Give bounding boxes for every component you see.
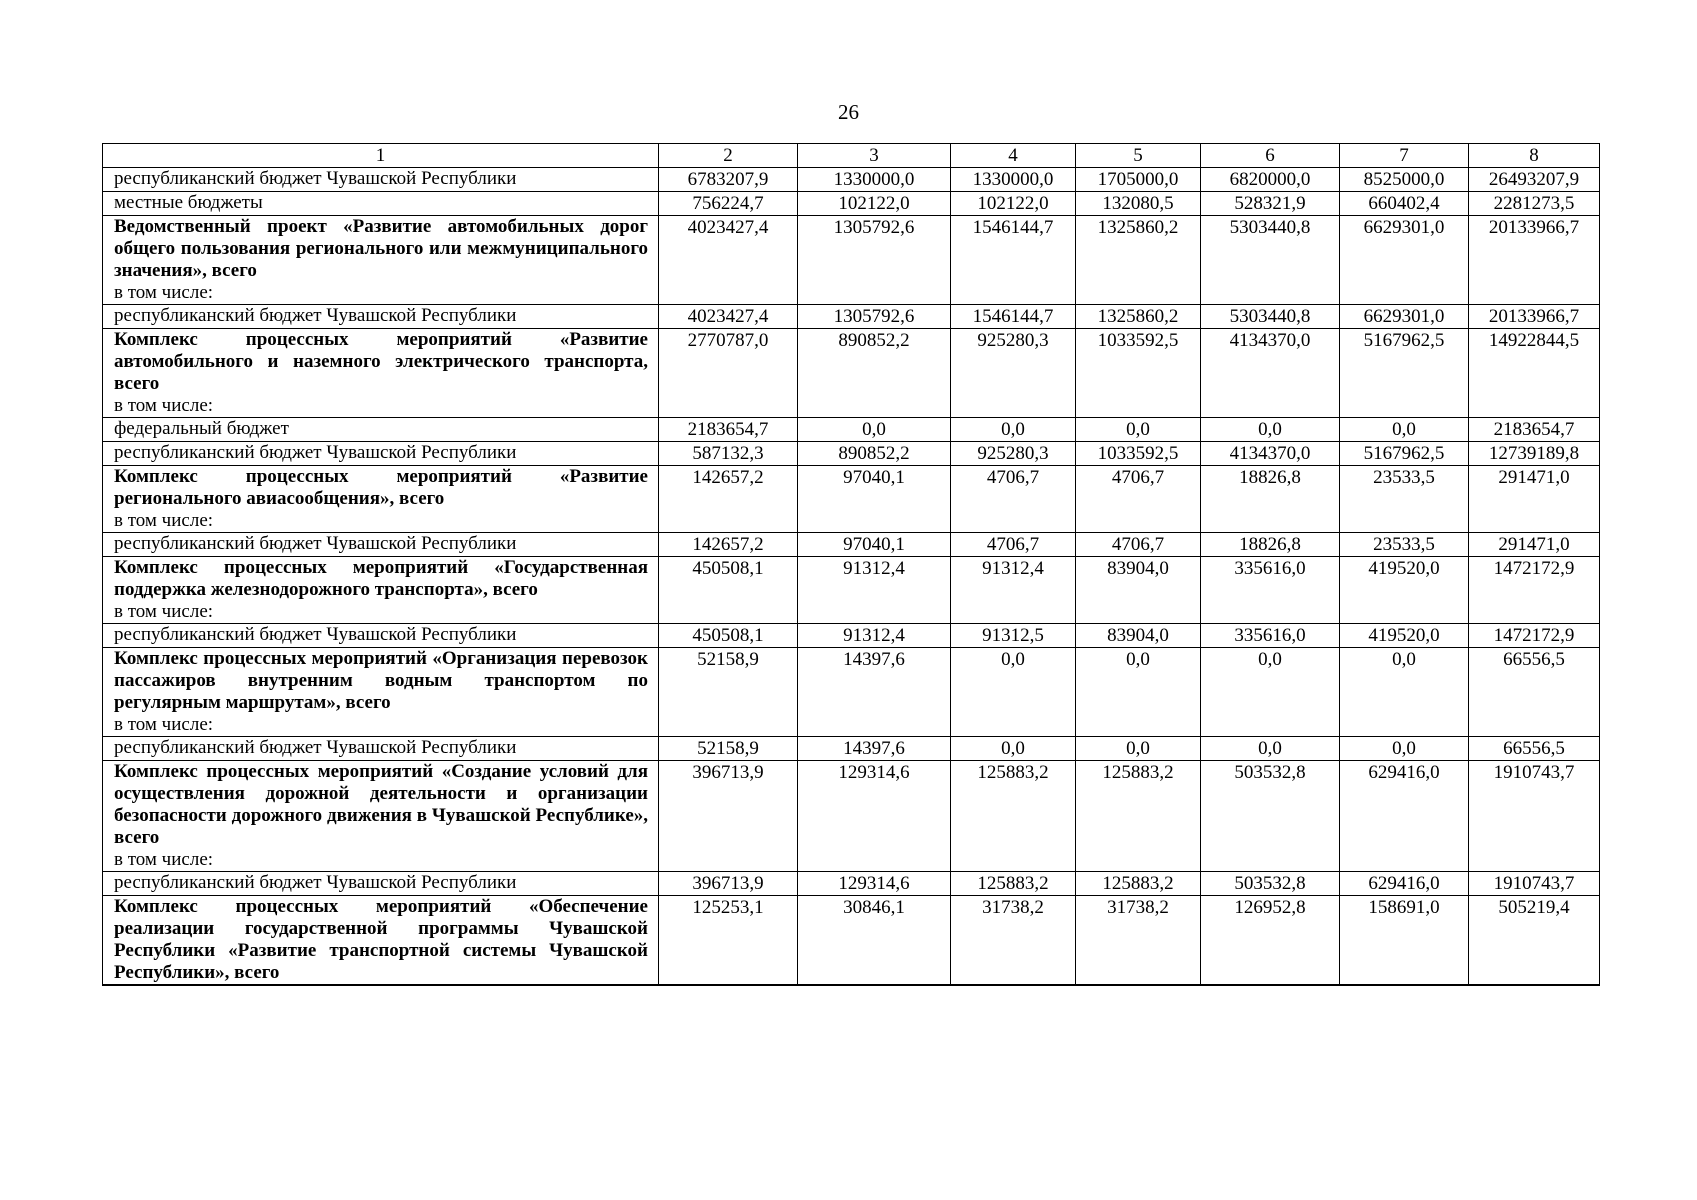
value-cell: 503532,8	[1201, 872, 1340, 896]
value-cell: 125883,2	[951, 872, 1076, 896]
column-header: 2	[659, 144, 798, 168]
program-title: Комплекс процессных мероприятий «Развитие автомобильного и наземного электрического транспорта, всего	[114, 329, 648, 394]
including-note: в том числе:	[114, 395, 214, 416]
row-label-cell	[103, 557, 659, 624]
row-label-cell	[103, 872, 659, 896]
value-cell: 125883,2	[1076, 761, 1201, 872]
value-cell: 132080,5	[1076, 192, 1201, 216]
value-cell: 23533,5	[1340, 533, 1469, 557]
value-cell: 0,0	[951, 648, 1076, 737]
including-note: в том числе:	[114, 849, 214, 870]
funding-source-label: местные бюджеты	[114, 192, 263, 213]
program-title: Комплекс процессных мероприятий «Развитие регионального авиасообщения», всего	[114, 466, 648, 509]
table-row-funding-source	[103, 305, 1600, 329]
funding-source-label: республиканский бюджет Чувашской Республики	[114, 872, 517, 893]
value-cell: 14397,6	[798, 648, 951, 737]
table-row-funding-source	[103, 872, 1600, 896]
value-cell: 142657,2	[659, 466, 798, 533]
funding-source-label: республиканский бюджет Чувашской Республики	[114, 305, 517, 326]
value-cell: 1330000,0	[951, 168, 1076, 192]
value-cell: 450508,1	[659, 624, 798, 648]
value-cell: 4706,7	[951, 533, 1076, 557]
value-cell: 20133966,7	[1469, 305, 1600, 329]
value-cell: 1705000,0	[1076, 168, 1201, 192]
value-cell: 1033592,5	[1076, 442, 1201, 466]
value-cell: 1546144,7	[951, 216, 1076, 305]
value-cell: 660402,4	[1340, 192, 1469, 216]
value-cell: 0,0	[798, 418, 951, 442]
table-row-funding-source	[103, 442, 1600, 466]
program-title: Комплекс процессных мероприятий «Создание условий для осуществления дорожной деятельности и организации безопасности дорожного движения в Чувашской Республике», всего	[114, 761, 648, 848]
row-label-cell	[103, 648, 659, 737]
row-label-cell	[103, 896, 659, 986]
value-cell: 0,0	[1340, 648, 1469, 737]
table-row-program	[103, 896, 1600, 986]
value-cell: 129314,6	[798, 761, 951, 872]
including-note: в том числе:	[114, 282, 214, 303]
funding-source-label: республиканский бюджет Чувашской Республики	[114, 533, 517, 554]
value-cell: 91312,4	[798, 557, 951, 624]
value-cell: 91312,5	[951, 624, 1076, 648]
value-cell: 0,0	[1201, 737, 1340, 761]
value-cell: 396713,9	[659, 761, 798, 872]
value-cell: 0,0	[951, 418, 1076, 442]
value-cell: 125253,1	[659, 896, 798, 986]
value-cell: 18826,8	[1201, 466, 1340, 533]
value-cell: 1325860,2	[1076, 216, 1201, 305]
value-cell: 335616,0	[1201, 557, 1340, 624]
table-row-program	[103, 557, 1600, 624]
value-cell: 5167962,5	[1340, 442, 1469, 466]
table-row-program	[103, 216, 1600, 305]
value-cell: 291471,0	[1469, 466, 1600, 533]
funding-source-label: республиканский бюджет Чувашской Республики	[114, 442, 517, 463]
value-cell: 1546144,7	[951, 305, 1076, 329]
value-cell: 6629301,0	[1340, 305, 1469, 329]
value-cell: 1305792,6	[798, 305, 951, 329]
value-cell: 335616,0	[1201, 624, 1340, 648]
column-header: 6	[1201, 144, 1340, 168]
value-cell: 4134370,0	[1201, 329, 1340, 418]
row-label-cell	[103, 624, 659, 648]
program-title: Комплекс процессных мероприятий «Государственная поддержка железнодорожного транспорта», всего	[114, 557, 648, 600]
program-title: Комплекс процессных мероприятий «Обеспечение реализации государственной программы Чувашской Республики «Развитие транспортной системы Чувашской Республики», всего	[114, 896, 648, 983]
value-cell: 4706,7	[1076, 466, 1201, 533]
value-cell: 102122,0	[798, 192, 951, 216]
value-cell: 587132,3	[659, 442, 798, 466]
value-cell: 31738,2	[951, 896, 1076, 986]
table-row-funding-source	[103, 737, 1600, 761]
value-cell: 1910743,7	[1469, 872, 1600, 896]
value-cell: 925280,3	[951, 329, 1076, 418]
value-cell: 1305792,6	[798, 216, 951, 305]
value-cell: 890852,2	[798, 442, 951, 466]
value-cell: 2183654,7	[1469, 418, 1600, 442]
value-cell: 66556,5	[1469, 648, 1600, 737]
value-cell: 91312,4	[951, 557, 1076, 624]
value-cell: 5303440,8	[1201, 216, 1340, 305]
funding-source-label: республиканский бюджет Чувашской Республики	[114, 624, 517, 645]
value-cell: 4706,7	[1076, 533, 1201, 557]
value-cell: 419520,0	[1340, 624, 1469, 648]
value-cell: 8525000,0	[1340, 168, 1469, 192]
value-cell: 6820000,0	[1201, 168, 1340, 192]
funding-source-label: федеральный бюджет	[114, 418, 289, 439]
including-note: в том числе:	[114, 714, 214, 735]
column-number-header-row	[103, 144, 1600, 168]
column-header: 8	[1469, 144, 1600, 168]
value-cell: 419520,0	[1340, 557, 1469, 624]
column-header: 4	[951, 144, 1076, 168]
value-cell: 4134370,0	[1201, 442, 1340, 466]
value-cell: 97040,1	[798, 466, 951, 533]
value-cell: 66556,5	[1469, 737, 1600, 761]
column-header: 1	[103, 144, 659, 168]
value-cell: 52158,9	[659, 737, 798, 761]
value-cell: 23533,5	[1340, 466, 1469, 533]
table-row-funding-source	[103, 533, 1600, 557]
value-cell: 0,0	[1076, 418, 1201, 442]
value-cell: 12739189,8	[1469, 442, 1600, 466]
value-cell: 125883,2	[951, 761, 1076, 872]
table-row-program	[103, 761, 1600, 872]
table-row-program	[103, 648, 1600, 737]
table-row-funding-source	[103, 418, 1600, 442]
value-cell: 1325860,2	[1076, 305, 1201, 329]
value-cell: 925280,3	[951, 442, 1076, 466]
value-cell: 2183654,7	[659, 418, 798, 442]
value-cell: 142657,2	[659, 533, 798, 557]
value-cell: 158691,0	[1340, 896, 1469, 986]
value-cell: 91312,4	[798, 624, 951, 648]
row-label-cell	[103, 533, 659, 557]
value-cell: 14397,6	[798, 737, 951, 761]
value-cell: 1472172,9	[1469, 624, 1600, 648]
value-cell: 0,0	[951, 737, 1076, 761]
value-cell: 30846,1	[798, 896, 951, 986]
budget-table	[102, 143, 1600, 986]
row-label-cell	[103, 442, 659, 466]
value-cell: 126952,8	[1201, 896, 1340, 986]
row-label-cell	[103, 192, 659, 216]
value-cell: 1033592,5	[1076, 329, 1201, 418]
value-cell: 102122,0	[951, 192, 1076, 216]
value-cell: 18826,8	[1201, 533, 1340, 557]
value-cell: 83904,0	[1076, 624, 1201, 648]
value-cell: 5167962,5	[1340, 329, 1469, 418]
row-label-cell	[103, 216, 659, 305]
value-cell: 125883,2	[1076, 872, 1201, 896]
value-cell: 26493207,9	[1469, 168, 1600, 192]
value-cell: 0,0	[1340, 418, 1469, 442]
funding-source-label: республиканский бюджет Чувашской Республики	[114, 168, 517, 189]
row-label-cell	[103, 466, 659, 533]
value-cell: 0,0	[1076, 737, 1201, 761]
value-cell: 0,0	[1076, 648, 1201, 737]
value-cell: 6783207,9	[659, 168, 798, 192]
column-header: 3	[798, 144, 951, 168]
row-label-cell	[103, 737, 659, 761]
value-cell: 629416,0	[1340, 872, 1469, 896]
value-cell: 0,0	[1201, 418, 1340, 442]
value-cell: 14922844,5	[1469, 329, 1600, 418]
value-cell: 396713,9	[659, 872, 798, 896]
value-cell: 5303440,8	[1201, 305, 1340, 329]
value-cell: 4706,7	[951, 466, 1076, 533]
program-title: Комплекс процессных мероприятий «Организация перевозок пассажиров внутренним водным транспортом по регулярным маршрутам», всего	[114, 648, 648, 713]
value-cell: 528321,9	[1201, 192, 1340, 216]
program-title: Ведомственный проект «Развитие автомобильных дорог общего пользования регионального или межмуниципального значения», всего	[114, 216, 648, 281]
value-cell: 890852,2	[798, 329, 951, 418]
table-row-funding-source	[103, 192, 1600, 216]
value-cell: 629416,0	[1340, 761, 1469, 872]
value-cell: 52158,9	[659, 648, 798, 737]
value-cell: 503532,8	[1201, 761, 1340, 872]
table-row-funding-source	[103, 624, 1600, 648]
value-cell: 97040,1	[798, 533, 951, 557]
value-cell: 31738,2	[1076, 896, 1201, 986]
value-cell: 0,0	[1340, 737, 1469, 761]
value-cell: 20133966,7	[1469, 216, 1600, 305]
including-note: в том числе:	[114, 510, 214, 531]
value-cell: 6629301,0	[1340, 216, 1469, 305]
value-cell: 129314,6	[798, 872, 951, 896]
including-note: в том числе:	[114, 601, 214, 622]
value-cell: 4023427,4	[659, 305, 798, 329]
column-header: 7	[1340, 144, 1469, 168]
row-label-cell	[103, 329, 659, 418]
value-cell: 1910743,7	[1469, 761, 1600, 872]
value-cell: 291471,0	[1469, 533, 1600, 557]
value-cell: 2770787,0	[659, 329, 798, 418]
value-cell: 505219,4	[1469, 896, 1600, 986]
value-cell: 1472172,9	[1469, 557, 1600, 624]
table-row-program	[103, 466, 1600, 533]
table-row-program	[103, 329, 1600, 418]
row-label-cell	[103, 168, 659, 192]
value-cell: 756224,7	[659, 192, 798, 216]
value-cell: 1330000,0	[798, 168, 951, 192]
value-cell: 83904,0	[1076, 557, 1201, 624]
row-label-cell	[103, 305, 659, 329]
row-label-cell	[103, 418, 659, 442]
value-cell: 4023427,4	[659, 216, 798, 305]
page-number: 26	[838, 100, 859, 124]
value-cell: 2281273,5	[1469, 192, 1600, 216]
row-label-cell	[103, 761, 659, 872]
funding-source-label: республиканский бюджет Чувашской Республики	[114, 737, 517, 758]
value-cell: 450508,1	[659, 557, 798, 624]
column-header: 5	[1076, 144, 1201, 168]
value-cell: 0,0	[1201, 648, 1340, 737]
table-row-funding-source	[103, 168, 1600, 192]
